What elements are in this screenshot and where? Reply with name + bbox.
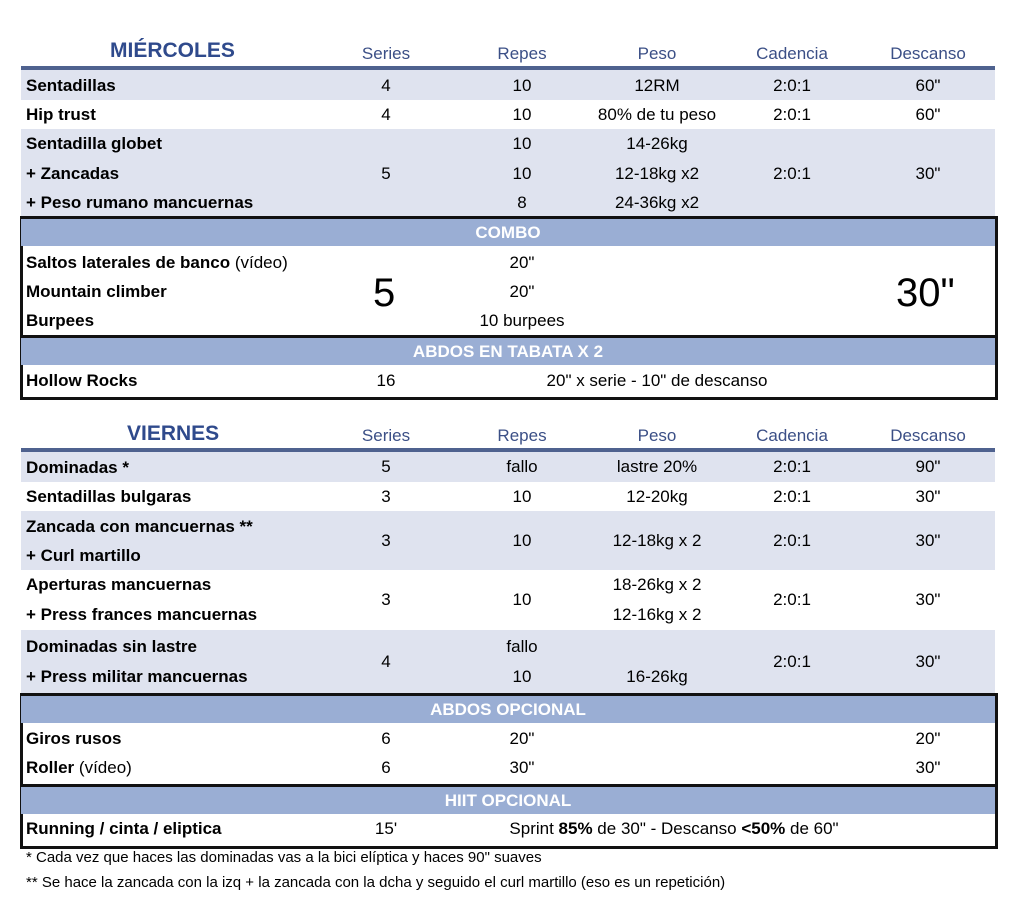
- abdos-series: 6: [381, 729, 391, 748]
- abdos-detail: 20" x serie - 10" de descanso: [546, 371, 768, 390]
- series-value: 5: [381, 457, 391, 476]
- peso-value: 12-20kg: [626, 487, 688, 506]
- viernes-title: VIERNES: [127, 422, 220, 445]
- descanso-value: 30": [915, 531, 941, 550]
- header-series: Series: [361, 44, 411, 63]
- repes-value: 10: [512, 134, 532, 153]
- descanso-value: 60": [915, 105, 941, 124]
- descanso-value: 30": [915, 487, 941, 506]
- exercise-name: Sentadillas: [26, 76, 116, 95]
- series-value: 4: [381, 652, 391, 671]
- abdos-series: 16: [376, 371, 396, 390]
- cadencia-value: 2:0:1: [773, 531, 811, 550]
- cadencia-value: 2:0:1: [773, 590, 811, 609]
- exercise-name: Sentadilla globet: [26, 134, 163, 153]
- hiit-title: HIIT OPCIONAL: [21, 787, 995, 814]
- exercise-name: + Zancadas: [26, 164, 120, 183]
- descanso-value: 30": [915, 590, 941, 609]
- peso-value: 16-26kg: [626, 667, 688, 686]
- repes-value: 10: [512, 590, 532, 609]
- peso-value: 80% de tu peso: [597, 105, 717, 124]
- combo-repes: 20": [509, 282, 535, 301]
- cadencia-value: 2:0:1: [773, 76, 811, 95]
- peso-value: 14-26kg: [626, 134, 688, 153]
- combo-repes: 20": [509, 253, 535, 272]
- combo-exercise-name: Burpees: [26, 311, 95, 330]
- peso-value: 12RM: [634, 76, 680, 95]
- header-descanso: Descanso: [890, 44, 966, 63]
- combo-descanso: 30": [896, 271, 955, 315]
- abdos-exercise-name: Hollow Rocks: [26, 371, 138, 390]
- exercise-name: + Press militar mancuernas: [26, 667, 248, 686]
- combo-exercise-name: Saltos laterales de banco (vídeo): [26, 253, 288, 272]
- series-value: 3: [381, 487, 391, 506]
- combo-exercise-name: Mountain climber: [26, 282, 167, 301]
- repes-value: 10: [512, 164, 532, 183]
- peso-value: 12-16kg x 2: [612, 605, 702, 624]
- exercise-name: + Curl martillo: [26, 546, 141, 565]
- repes-value: 10: [512, 667, 532, 686]
- repes-value: 10: [512, 105, 532, 124]
- combo-series: 5: [373, 271, 396, 315]
- series-value: 4: [381, 105, 391, 124]
- cadencia-value: 2:0:1: [773, 105, 811, 124]
- repes-value: fallo: [506, 457, 538, 476]
- header-series: Series: [361, 426, 411, 445]
- abdos-series: 6: [381, 758, 391, 777]
- cadencia-value: 2:0:1: [773, 457, 811, 476]
- hiit-series: 15': [374, 819, 398, 838]
- abdos-exercise-name: Roller (vídeo): [26, 758, 132, 777]
- repes-value: 8: [517, 193, 527, 212]
- header-descanso: Descanso: [890, 426, 966, 445]
- cadencia-value: 2:0:1: [773, 164, 811, 183]
- exercise-name: Dominadas *: [26, 458, 129, 477]
- exercise-name: Zancada con mancuernas **: [26, 517, 253, 536]
- combo-title: COMBO: [21, 219, 995, 246]
- combo-repes: 10 burpees: [479, 311, 565, 330]
- peso-value: 24-36kg x2: [614, 193, 700, 212]
- miercoles-title: MIÉRCOLES: [110, 39, 235, 62]
- peso-value: lastre 20%: [616, 457, 698, 476]
- series-value: 5: [381, 164, 391, 183]
- repes-value: 10: [512, 487, 532, 506]
- footnote: * Cada vez que haces las dominadas vas a la bici elíptica y haces 90" suaves: [26, 849, 542, 866]
- header-cadencia: Cadencia: [756, 426, 828, 445]
- header-peso: Peso: [637, 44, 677, 63]
- header-peso: Peso: [637, 426, 677, 445]
- peso-value: 18-26kg x 2: [612, 575, 702, 594]
- header-repes: Repes: [497, 44, 547, 63]
- series-value: 3: [381, 531, 391, 550]
- descanso-value: 90": [915, 457, 941, 476]
- abdos-repes: 30": [509, 758, 535, 777]
- repes-value: 10: [512, 531, 532, 550]
- table-row: [21, 70, 995, 100]
- header-cadencia: Cadencia: [756, 44, 828, 63]
- repes-value: fallo: [506, 637, 538, 656]
- cadencia-value: 2:0:1: [773, 487, 811, 506]
- series-value: 3: [381, 590, 391, 609]
- exercise-name: + Peso rumano mancuernas: [26, 193, 254, 212]
- abdos-descanso: 30": [915, 758, 941, 777]
- exercise-name: + Press frances mancuernas: [26, 605, 258, 624]
- abdos-descanso: 20": [915, 729, 941, 748]
- descanso-value: 30": [915, 164, 941, 183]
- repes-value: 10: [512, 76, 532, 95]
- cadencia-value: 2:0:1: [773, 652, 811, 671]
- hiit-detail: Sprint 85% de 30" - Descanso <50% de 60": [509, 819, 839, 838]
- descanso-value: 30": [915, 652, 941, 671]
- header-repes: Repes: [497, 426, 547, 445]
- exercise-name: Sentadillas bulgaras: [26, 487, 192, 506]
- abdos-repes: 20": [509, 729, 535, 748]
- exercise-name: Hip trust: [26, 105, 96, 124]
- footnote: ** Se hace la zancada con la izq + la zancada con la dcha y seguido el curl martillo (eso es un repetición): [26, 874, 726, 891]
- descanso-value: 60": [915, 76, 941, 95]
- exercise-name: Dominadas sin lastre: [26, 637, 198, 656]
- peso-value: 12-18kg x2: [614, 164, 700, 183]
- series-value: 4: [381, 76, 391, 95]
- exercise-name: Aperturas mancuernas: [26, 575, 212, 594]
- hiit-exercise-name: Running / cinta / eliptica: [26, 819, 222, 838]
- peso-value: 12-18kg x 2: [612, 531, 702, 550]
- abdos-opcional-title: ABDOS OPCIONAL: [21, 696, 995, 723]
- abdos-exercise-name: Giros rusos: [26, 729, 122, 748]
- abdos-tabata-title: ABDOS EN TABATA X 2: [21, 338, 995, 365]
